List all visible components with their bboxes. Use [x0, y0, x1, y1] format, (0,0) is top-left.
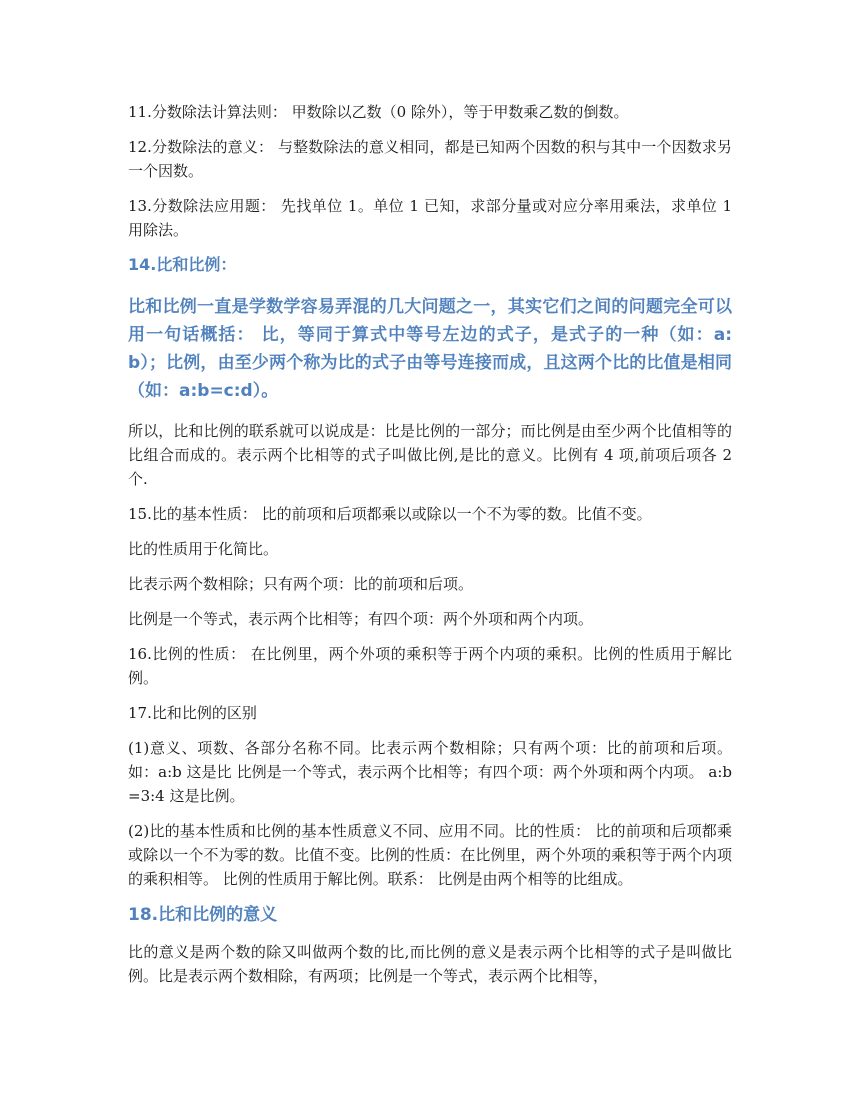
paragraph-12: 12.分数除法的意义： 与整数除法的意义相同，都是已知两个因数的积与其中一个因数求另一个因数。 [128, 138, 732, 180]
paragraph-15-b: 比表示两个数相除；只有两个项：比的前项和后项。 [128, 575, 474, 593]
paragraph-18: 比的意义是两个数的除又叫做两个数的比,而比例的意义是表示两个比相等的式子是叫做比例。比是表示两个数相除，有两项；比例是一个等式，表示两个比相等， [128, 943, 732, 985]
paragraph-17: 17.比和比例的区别 [128, 704, 257, 722]
paragraph-15-c: 比例是一个等式，表示两个比相等；有四个项：两个外项和两个内项。 [128, 610, 594, 628]
paragraph-16: 16.比例的性质： 在比例里，两个外项的乘积等于两个内项的乘积。比例的性质用于解比例。 [128, 645, 732, 687]
heading-18: 18.比和比例的意义 [128, 905, 278, 925]
paragraph-11: 11.分数除法计算法则： 甲数除以乙数（0 除外），等于甲数乘乙数的倒数。 [128, 103, 629, 121]
paragraph-17-2: (2)比的基本性质和比例的基本性质意义不同、应用不同。比的性质： 比的前项和后项都乘或除以一个不为零的数。比值不变。比例的性质：在比例里，两个外项的乘积等于两个内项的乘积相等。 比例的性质用于解比例。联系： 比例是由两个相等的比组成。 [128, 822, 732, 888]
heading-14-body: 比和比例一直是学数学容易弄混的几大问题之一，其实它们之间的问题完全可以用一句话概括： 比，等同于算式中等号左边的式子，是式子的一种（如：a:b）；比例，由至少两个称为比的式子由等号连接而成，且这两个比的比值是相同（如：a:b=c:d）。 [128, 297, 732, 401]
document-page [128, 100, 732, 999]
paragraph-15: 15.比的基本性质： 比的前项和后项都乘以或除以一个不为零的数。比值不变。 [128, 505, 652, 523]
heading-14: 14.比和比例： [128, 255, 237, 274]
paragraph-13: 13.分数除法应用题： 先找单位 1。单位 1 已知，求部分量或对应分率用乘法，求单位 1 用除法。 [128, 197, 732, 239]
paragraph-17-1: (1)意义、项数、各部分名称不同。比表示两个数相除；只有两个项：比的前项和后项。 如：a:b 这是比 比例是一个等式，表示两个比相等；有四个项：两个外项和两个内项。 a:b=3:4 这是比例。 [128, 739, 732, 805]
paragraph-15-a: 比的性质用于化简比。 [128, 540, 279, 558]
paragraph-14-summary: 所以，比和比例的联系就可以说成是：比是比例的一部分；而比例是由至少两个比值相等的比组合而成的。表示两个比相等的式子叫做比例,是比的意义。比例有 4 项,前项后项各 2 个. [128, 422, 732, 488]
